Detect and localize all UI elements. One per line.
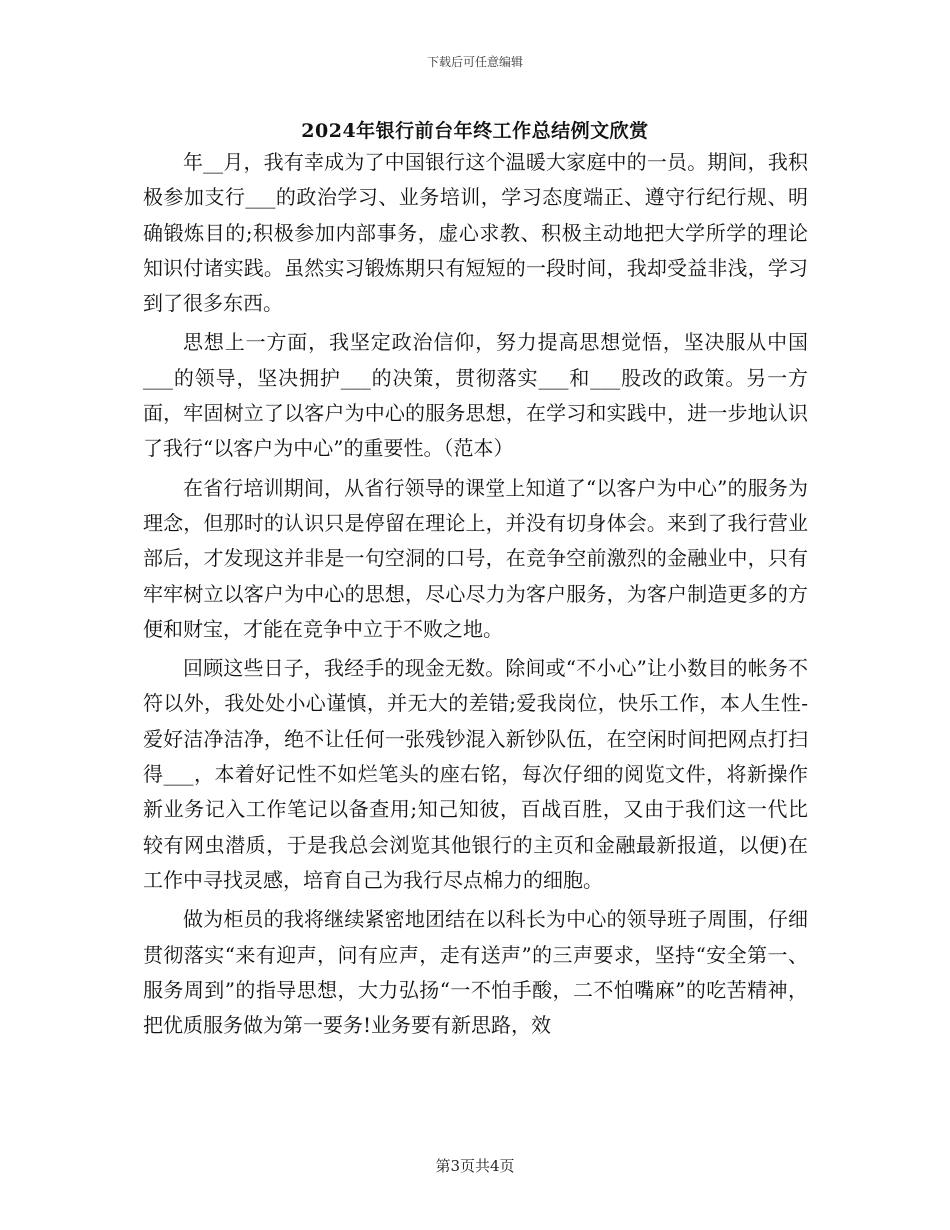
paragraph: 做为柜员的我将继续紧密地团结在以科长为中心的领导班子周围，仔细贯彻落实“来有迎声，问有应声，走有送声”的三声要求，坚持“安全第一、服务周到”的指导思想，大力弘扬“一不怕手酸，二不怕嘴麻”的吃苦精神，把优质服务做为第一要务!业务要有新思路，效 [143, 907, 808, 1038]
download-note: 下载后可任意编辑 [426, 55, 523, 69]
paragraph: 年__月，我有幸成为了中国银行这个温暖大家庭中的一员。期间，我积极参加支行___的政治学习、业务培训，学习态度端正、遵守行纪行规、明确锻炼目的;积极参加内部事务，虚心求教、积极主动地把大学所学的理论知识付诸实践。虽然实习锻炼期只有短短的一段时间，我却受益非浅，学习到了很多东西。 [143, 150, 808, 316]
paragraph: 思想上一方面，我坚定政治信仰，努力提高思想觉悟，坚决服从中国___的领导，坚决拥护___的决策，贯彻落实___和___股改的政策。另一方面，牢固树立了以客户为中心的服务思想，在学习和实践中，进一步地认识了我行“以客户为中心”的重要性。（范本） [143, 330, 808, 461]
document-body [143, 145, 808, 1043]
paragraph: 在省行培训期间，从省行领导的课堂上知道了“以客户为中心”的服务为理念，但那时的认识只是停留在理论上，并没有切身体会。来到了我行营业部后，才发现这并非是一句空洞的口号，在竞争空前激烈的金融业中，只有牢牢树立以客户为中心的思想，尽心尽力为客户服务，为客户制造更多的方便和财宝，才能在竞争中立于不败之地。 [143, 475, 808, 641]
page-number: 第3页共4页 [435, 1157, 515, 1175]
document-title: 2024年银行前台年终工作总结例文欣赏 [301, 120, 649, 142]
paragraph: 回顾这些日子，我经手的现金无数。除间或“不小心”让小数目的帐务不符以外，我处处小心谨慎，并无大的差错;爱我岗位，快乐工作，本人生性-爱好洁净洁净，绝不让任何一张残钞混入新钞队伍，在空闲时间把网点打扫得___，本着好记性不如烂笔头的座右铭，每次仔细的阅览文件，将新操作新业务记入工作笔记以备查用;知己知彼，百战百胜，又由于我们这一代比较有网虫潜质，于是我总会浏览其他银行的主页和金融最新报道，以便)在工作中寻找灵感，培育自己为我行尽点棉力的细胞。 [143, 656, 808, 892]
